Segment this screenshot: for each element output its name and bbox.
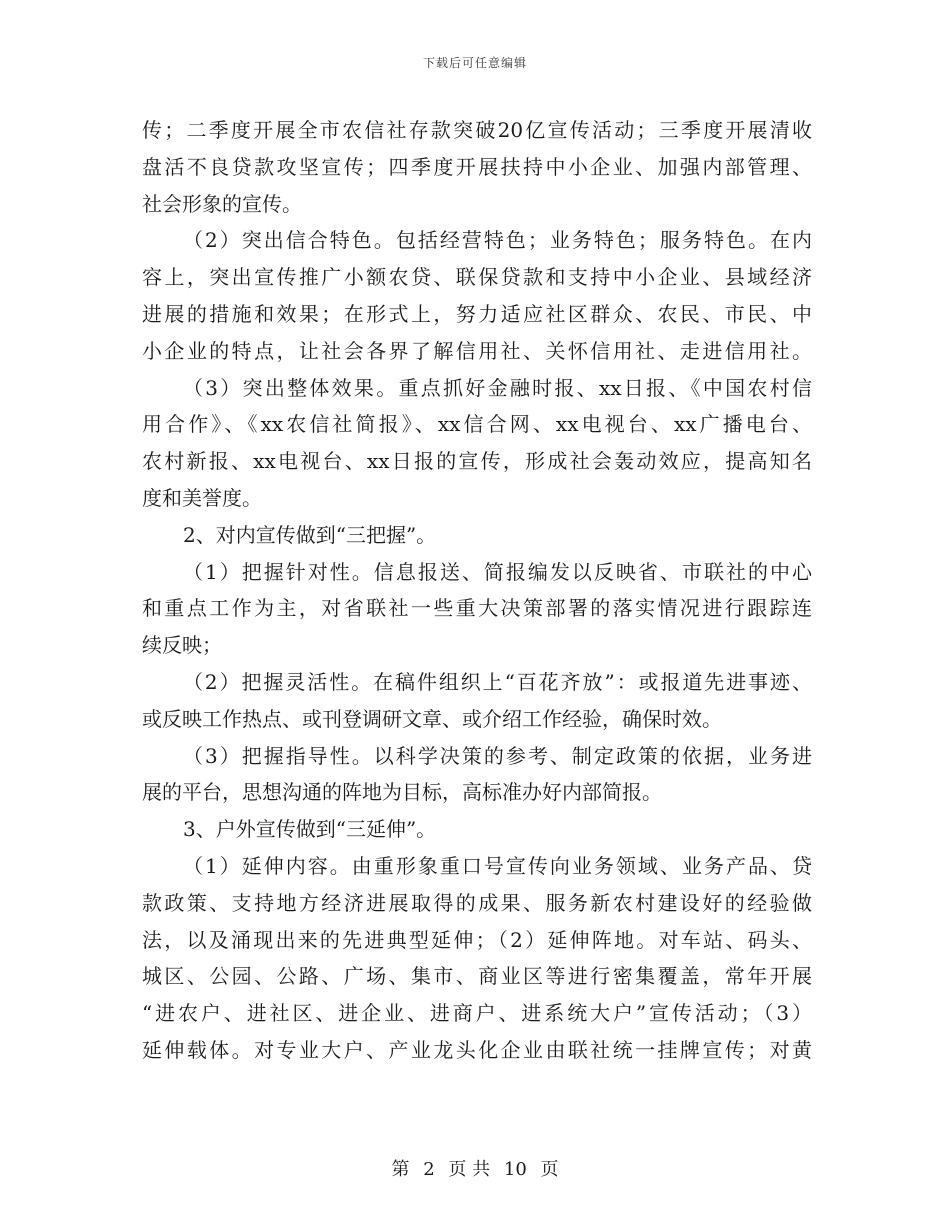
body-text-line: 3、户外宣传做到“三延伸”。 bbox=[183, 817, 437, 842]
body-text-line: 度和美誉度。 bbox=[142, 485, 262, 510]
page-number-suffix: 页 bbox=[540, 1159, 559, 1180]
body-text-line: （3）把握指导性。以科学决策的参考、制定政策的依据，业务进 bbox=[183, 743, 812, 768]
body-text-line: 传；二季度开展全市农信社存款突破20亿宣传活动；三季度开展清收 bbox=[142, 118, 812, 142]
body-text-line: 容上，突出宣传推广小额农贷、联保贷款和支持中小企业、县域经济 bbox=[142, 265, 812, 290]
body-text-line: 盘活不良贷款攻坚宣传；四季度开展扶持中小企业、加强内部管理、 bbox=[142, 154, 812, 179]
body-text-line: 小企业的特点，让社会各界了解信用社、关怀信用社、走进信用社。 bbox=[142, 338, 812, 363]
current-page-number: 2 bbox=[423, 1159, 435, 1180]
page-header: 下载后可任意编辑 bbox=[422, 56, 527, 70]
body-text-line: 进展的措施和效果；在形式上，努力适应社区群众、农民、市民、中 bbox=[142, 301, 812, 326]
body-text-line: 法，以及涌现出来的先进典型延伸；（2）延伸阵地。对车站、码头、 bbox=[142, 927, 812, 952]
body-text-line: 农村新报、xx电视台、xx日报的宣传，形成社会轰动效应，提高知名 bbox=[142, 449, 812, 474]
body-text-line: （1）把握针对性。信息报送、简报编发以反映省、市联社的中心 bbox=[183, 559, 812, 584]
body-text-line: 城区、公园、公路、广场、集市、商业区等进行密集覆盖，常年开展 bbox=[142, 964, 812, 989]
body-text-line: 社会形象的宣传。 bbox=[142, 191, 302, 216]
page-footer bbox=[0, 1155, 950, 1181]
body-text-line: 或反映工作热点、或刊登调研文章、或介绍工作经验，确保时效。 bbox=[142, 706, 722, 731]
body-text-line: 和重点工作为主，对省联社一些重大决策部署的落实情况进行跟踪连 bbox=[142, 596, 812, 621]
body-text-line: （2）把握灵活性。在稿件组织上“百花齐放”：或报道先进事迹、 bbox=[183, 669, 812, 694]
body-text-line: 款政策、支持地方经济进展取得的成果、服务新农村建设好的经验做 bbox=[142, 890, 812, 915]
body-text-line: 续反映； bbox=[142, 633, 222, 658]
body-text-line: 延伸载体。对专业大户、产业龙头化企业由联社统一挂牌宣传；对黄 bbox=[142, 1037, 812, 1062]
body-text-line: 展的平台，思想沟通的阵地为目标，高标准办好内部简报。 bbox=[142, 780, 662, 805]
total-page-count: 10 bbox=[503, 1159, 527, 1180]
body-text-line: 用合作》、《xx农信社简报》、xx信合网、xx电视台、xx广播电台、 bbox=[142, 412, 812, 437]
page-number-prefix: 第 bbox=[391, 1159, 410, 1180]
body-text-line: （2）突出信合特色。包括经营特色；业务特色；服务特色。在内 bbox=[183, 228, 812, 253]
body-text-line: （3）突出整体效果。重点抓好金融时报、xx日报、《中国农村信 bbox=[183, 375, 812, 400]
body-text-line: 2、对内宣传做到“三把握”。 bbox=[183, 522, 437, 547]
page-number-middle: 页 共 bbox=[448, 1159, 491, 1180]
body-text-line: （1）延伸内容。由重形象重口号宣传向业务领域、业务产品、贷 bbox=[183, 853, 812, 878]
body-text-line: “进农户、进社区、进企业、进商户、进系统大户”宣传活动；（3） bbox=[142, 1001, 812, 1026]
document-body bbox=[142, 112, 812, 1069]
